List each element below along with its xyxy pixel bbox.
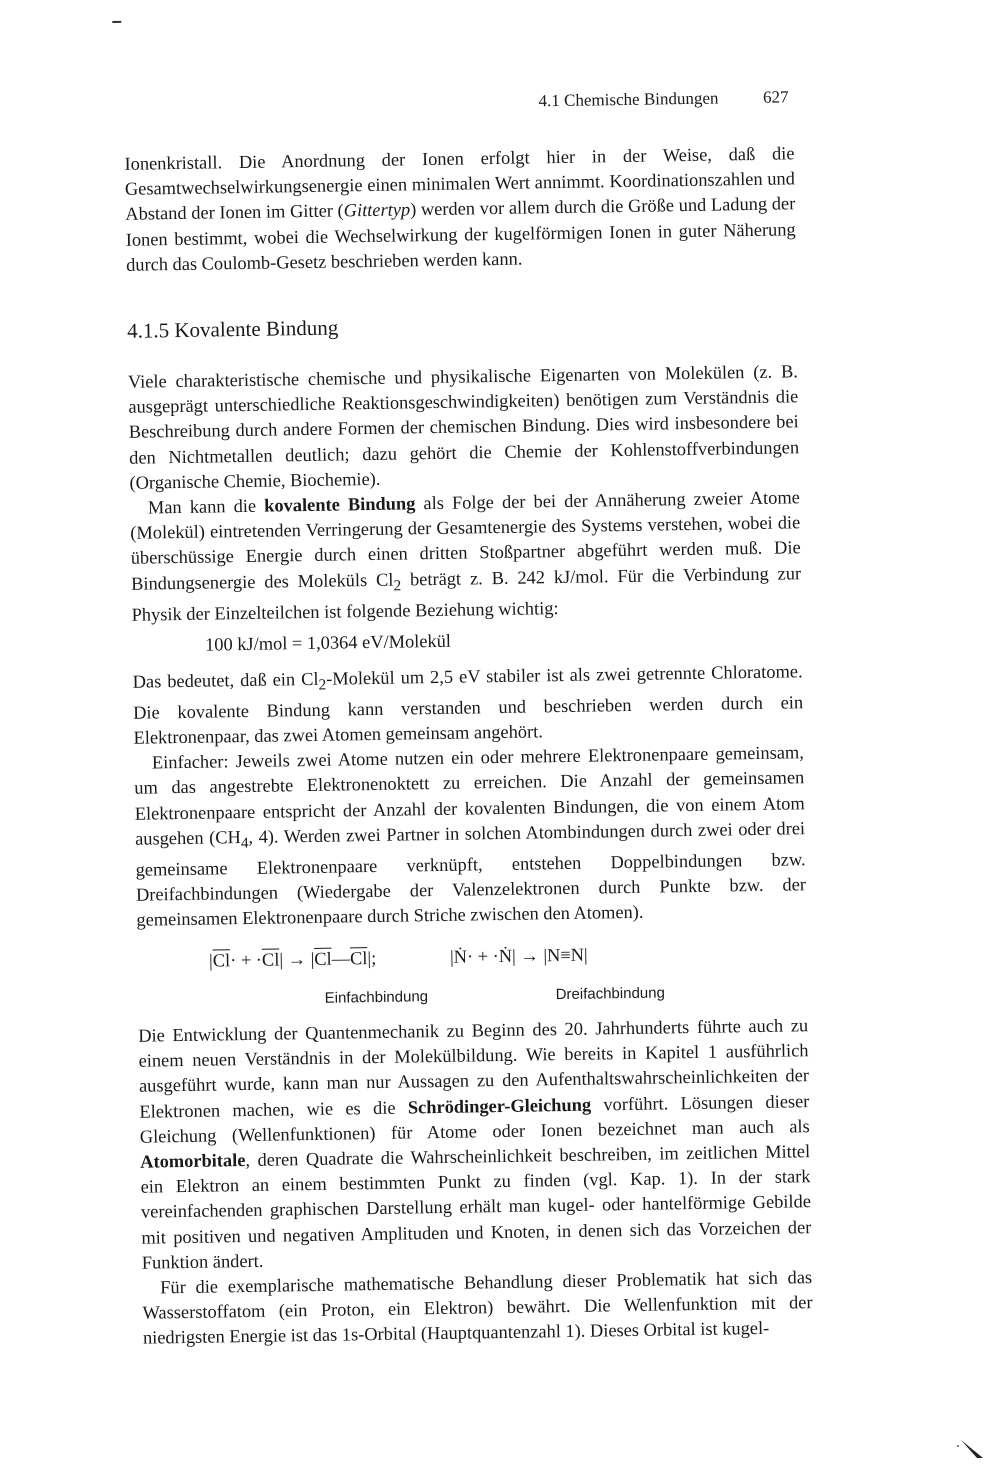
lewis-structure-single-bond	[209, 948, 377, 972]
caption-triple-bond: Dreifachbindung	[555, 984, 666, 1004]
text-run: Für die exemplarische mathematische Behandlung dieser Problematik hat sich das Wasserstoffatom (ein Proton, ein Elektron) bewährt. Die Wellenfunktion mit der niedrigsten Energie ist das 1s-Orbital (Hauptquantenzahl 1). Dieses Orbital ist kugel-	[142, 1267, 813, 1349]
paragraph-ionenkristall	[124, 141, 796, 278]
text-run: $\overline{Cl}$	[314, 948, 332, 969]
text-run: -Molekül um 2,5 eV stabiler ist als zwei getrennte Chloratome. Die kovalente Bindung kann verstanden und beschrieben werden durch ein Elektronenpaar, das zwei Atomen gemeinsam angehört.	[132, 661, 804, 748]
text-run: Viele charakteristische chemische und physikalische Eigenarten von Molekülen (z. B. ausgeprägt unterschiedliche Reaktionsgeschwindigkeiten) benötigen zum Verständnis die Beschreibung durch andere Formen der chemischen Bindung. Dies wird insbesondere bei den Nichtmetallen deutlich; dazu gehört die Chemie der Kohlenstoffverbindungen (Organische Chemie, Biochemie).	[127, 361, 800, 493]
text-run: · + ·	[229, 949, 263, 971]
text-run: , 4). Werden zwei Partner in solchen Atombindungen durch zwei oder drei gemeinsame Elektronenpaare verknüpft, entstehen Doppelbindungen bzw. Dreifachbindungen (Wiedergabe der Valenzelektronen durch Punkte bzw. der gemeinsamen Elektronenpaare durch Striche zwischen den Atomen).	[135, 818, 807, 930]
text-run: kovalente Bindung	[264, 493, 416, 516]
text-run: |	[208, 950, 213, 971]
text-run: , deren Quadrate die Wahrscheinlichkeit beschreiben, im zeitlichen Mittel ein Elektron an einem bestimmten Punkt zu finden (vgl. Kap. 1). In der stark vereinfachenden graphischen Darstellung erhält man kugel- oder hantelförmige Gebilde mit positiven und negativen Amplituden und Knoten, in denen sich das Vorzeichen der Funktion ändert.	[140, 1141, 812, 1273]
text-run: 2	[318, 676, 327, 694]
running-header	[538, 87, 788, 113]
paragraph-bindungsenergie	[130, 485, 802, 627]
text-run: Einfacher: Jeweils zwei Atome nutzen ein oder mehrere Elektronenpaare gemeinsam, um das angestrebte Elektronenoktett zu erreichen. Die Anzahl der gemeinsamen Elektronenpaare entspricht der Anzahl der kovalenten Bindungen, die von einem Atom ausgehen (CH	[134, 742, 805, 849]
text-run: 4	[240, 834, 249, 852]
text-run: |;	[367, 947, 377, 969]
scan-artifact-mark	[955, 1432, 985, 1462]
section-heading: 4.1.5 Kovalente Bindung	[126, 315, 339, 343]
text-block-kovalent	[128, 359, 802, 627]
text-run: Schrödinger-Gleichung	[407, 1094, 592, 1118]
text-run: Man kann die	[147, 495, 265, 518]
text-run: vorführt. Lösungen dieser Gleichung (Wellenfunktionen) für Atome oder Ionen bezeichnet man auch als	[139, 1090, 810, 1147]
paragraph-intro	[128, 359, 800, 496]
text-run: $\overline{Cl}$	[349, 948, 368, 969]
text-run: beträgt z. B. 242 kJ/mol. Für die Verbindung zur Physik der Einzelteilchen ist folgende Beziehung wichtig:	[131, 562, 802, 625]
text-run: $\overline{Cl}$	[212, 950, 231, 971]
text-run: Das bedeutet, daß ein Cl	[132, 668, 319, 692]
paragraph-text	[124, 141, 796, 278]
text-run: Atomorbitale	[140, 1150, 246, 1172]
text-block-elektronenpaar	[132, 659, 806, 933]
text-block-quantenmechanik	[138, 1013, 813, 1351]
text-run: 2	[393, 576, 402, 594]
header-section-title: 4.1 Chemische Bindungen	[538, 88, 719, 111]
text-run: als Folge der bei der Annäherung zweier Atome (Molekül) eintretenden Verringerung der Gesamtenergie des Systems verstehen, wobei die überschüssige Energie durch einen dritten Stoßpartner abgeführt werden muß. Die Bindungsenergie des Moleküls Cl	[130, 487, 801, 594]
text-run: $\overline{Cl}$	[261, 949, 280, 970]
scan-mark	[112, 21, 121, 23]
caption-single-bond: Einfachbindung	[324, 988, 429, 1007]
text-run: Die Entwicklung der Quantenmechanik zu Beginn des 20. Jahrhunderts führte auch zu einem neuen Verständnis in der Molekülbildung. Wie bereits in Kapitel 1 ausführlich ausgeführt wurde, kann man nur Aussagen zu den Aufenthaltswahrscheinlichkeiten der Elektronen machen, wie es die	[138, 1015, 810, 1122]
lewis-structure-triple-bond: |Ṅ· + ·Ṅ| → |N≡N|	[449, 944, 588, 967]
text-run: ) werden vor allem durch die Größe und Ladung der Ionen bestimmt, wobei die Wechselwirkung der kugelförmigen Ionen in guter Näherung durch das Coulomb-Gesetz beschrieben werden kann.	[125, 193, 796, 275]
text-run: Ionenkristall. Die Anordnung der Ionen erfolgt hier in der Weise, daß die Gesamtwechselwirkungsenergie einen minimalen Wert annimmt. Koordinationszahlen und Abstand der Ionen im Gitter (	[124, 143, 796, 225]
paragraph-einfacher	[134, 741, 807, 934]
text-run: Gittertyp	[343, 199, 411, 221]
paragraph-chlormolekuel	[132, 659, 803, 751]
text-run: —	[331, 948, 351, 969]
page-number: 627	[762, 87, 789, 107]
paragraph-quantenmechanik	[138, 1013, 812, 1276]
text-run: | → |	[279, 948, 315, 970]
paragraph-wasserstoff	[142, 1265, 813, 1351]
energy-conversion-formula: 100 kJ/mol = 1,0364 eV/Molekül	[204, 630, 452, 655]
